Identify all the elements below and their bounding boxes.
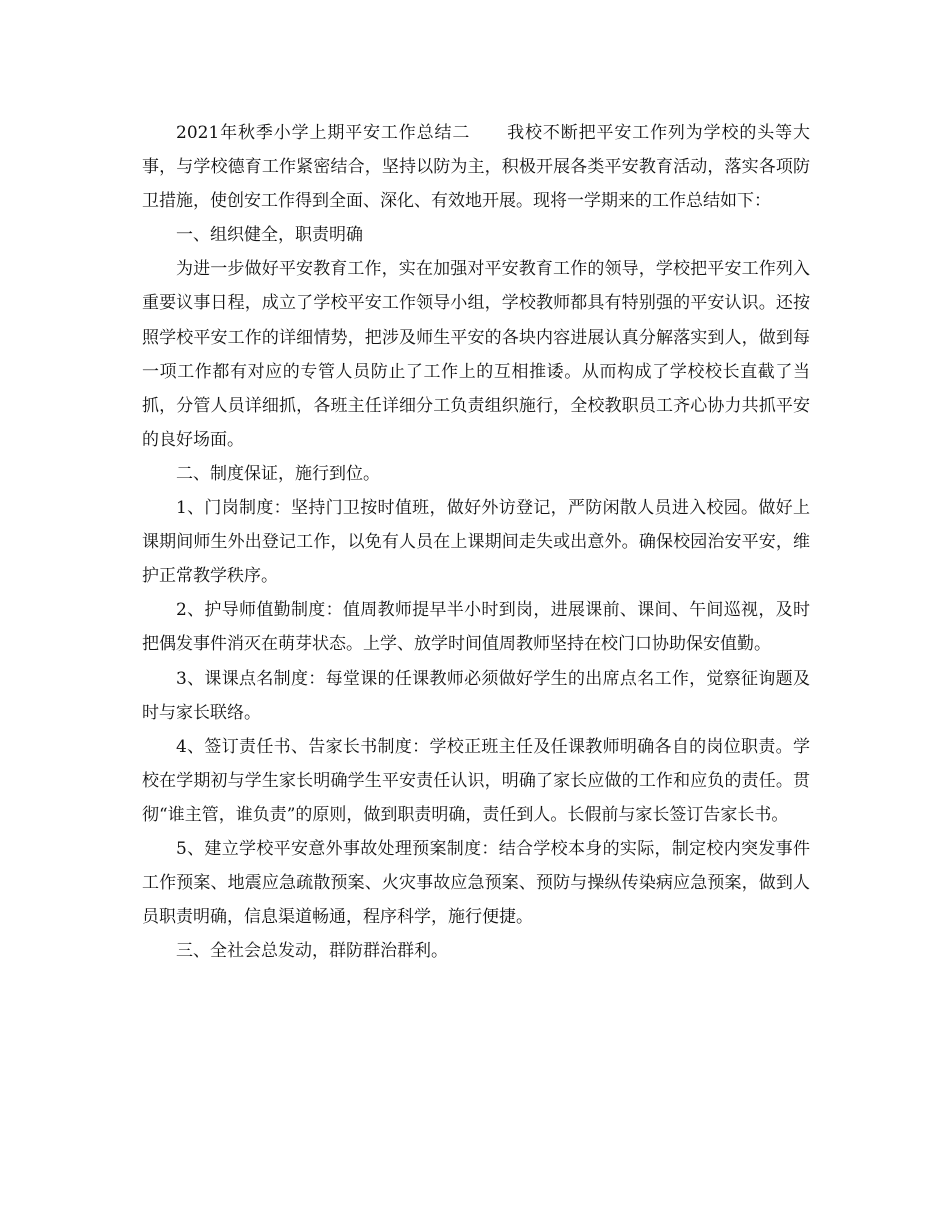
- document-body: [142, 116, 810, 968]
- section-2-item-emergency-plan: 5、建立学校平安意外事故处理预案制度：结合学校本身的实际，制定校内突发事件工作预案、地震应急疏散预案、火灾事故应急预案、预防与操纵传染病应急预案，做到人员职责明确，信息渠道畅通，程序科学，施行便捷。: [142, 838, 810, 928]
- intro-text: 我校不断把平安工作列为学校的头等大事，与学校德育工作紧密结合，坚持以防为主，积极开展各类平安教育活动，落实各项防卫措施，使创安工作得到全面、深化、有效地开展。现将一学期来的工作总结如下：: [142, 123, 810, 212]
- section-1-body: 为进一步做好平安教育工作，实在加强对平安教育工作的领导，学校把平安工作列入重要议事日程，成立了学校平安工作领导小组，学校教师都具有特别强的平安认识。还按照学校平安工作的详细情势，把涉及师生平安的各块内容进展认真分解落实到人，做到每一项工作都有对应的专管人员防止了工作上的互相推诿。从而构成了学校校长直截了当抓，分管人员详细抓，各班主任详细分工负责组织施行，全校教职员工齐心协力共抓平安的良好场面。: [142, 259, 810, 450]
- document-title: 2021年秋季小学上期平安工作总结二: [176, 123, 471, 143]
- section-2-item-patrol-duty: 2、护导师值勤制度：值周教师提早半小时到岗，进展课前、课间、午间巡视，及时把偶发事件消灭在萌芽状态。上学、放学时间值周教师坚持在校门口协助保安值勤。: [142, 600, 810, 655]
- section-3-heading: 三、全社会总发动，群防群治群利。: [176, 941, 448, 962]
- section-2-item-roll-call: 3、课课点名制度：每堂课的任课教师必须做好学生的出席点名工作，觉察征询题及时与家长联络。: [142, 668, 810, 723]
- section-2-item-door-duty: 1、门岗制度：坚持门卫按时值班，做好外访登记，严防闲散人员进入校园。做好上课期间师生外出登记工作，以免有人员在上课期间走失或出意外。确保校园治安平安，维护正常教学秩序。: [142, 498, 810, 587]
- section-2-item-responsibility-letter: 4、签订责任书、告家长书制度：学校正班主任及任课教师明确各自的岗位职责。学校在学期初与学生家长明确学生平安责任认识，明确了家长应做的工作和应负的责任。贯彻“谁主管，谁负责”的原则，做到职责明确，责任到人。长假前与家长签订告家长书。: [142, 736, 810, 825]
- section-2-heading: 二、制度保证，施行到位。: [176, 463, 380, 484]
- intro-paragraph: [142, 116, 810, 218]
- section-1-heading: 一、组织健全，职责明确: [176, 225, 363, 246]
